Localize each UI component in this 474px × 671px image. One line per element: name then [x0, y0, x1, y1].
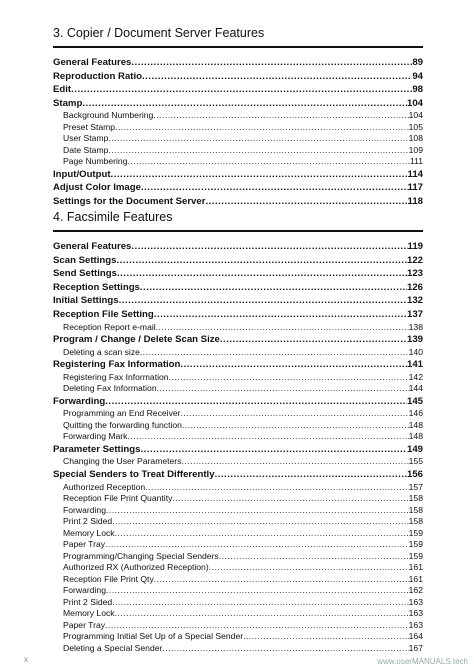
toc-page-number: 142 [408, 371, 423, 382]
dot-leader [131, 56, 412, 70]
toc-entry[interactable] [53, 83, 423, 97]
toc-page-number: 163 [408, 619, 423, 630]
dot-leader [181, 408, 409, 420]
toc-subentry[interactable] [53, 482, 423, 494]
toc-section-copier [53, 26, 423, 209]
toc-page-number: 144 [408, 383, 423, 394]
toc-entry-label: Registering Fax Information [63, 371, 169, 382]
toc-entry-label: Edit [53, 84, 72, 96]
dot-leader [153, 110, 408, 122]
toc-list [53, 240, 423, 654]
dot-leader [243, 631, 409, 643]
toc-entry[interactable] [53, 333, 423, 347]
toc-page-number: 163 [408, 596, 423, 607]
toc-entry-label: Forwarding Mark [63, 431, 128, 442]
toc-subentry[interactable] [53, 408, 423, 420]
dot-leader [157, 383, 409, 395]
toc-subentry[interactable] [53, 372, 423, 384]
toc-entry[interactable] [53, 195, 423, 209]
toc-page-number: 155 [408, 456, 423, 467]
toc-page-number: 161 [408, 573, 423, 584]
toc-page-number: 158 [408, 516, 423, 527]
toc-page-number: 164 [408, 631, 423, 642]
dot-leader [169, 372, 409, 384]
toc-entry-label: General Features [53, 57, 132, 68]
toc-entry-label: Settings for the Document Server [53, 196, 206, 208]
toc-subentry[interactable] [53, 383, 423, 395]
toc-subentry[interactable] [53, 431, 423, 443]
dot-leader [106, 505, 409, 517]
toc-entry[interactable] [53, 468, 423, 482]
toc-entry-label: Paper Tray [63, 539, 106, 550]
toc-entry[interactable] [53, 56, 423, 70]
toc-section-facsimile [53, 210, 423, 654]
toc-subentry[interactable] [53, 551, 423, 563]
toc-entry-label: Changing the User Parameters [63, 456, 182, 467]
dot-leader [182, 420, 409, 432]
toc-page-number: 157 [408, 481, 423, 492]
watermark: www.userMANUALS.tech [377, 657, 468, 666]
toc-page-number: 148 [408, 431, 423, 442]
dot-leader [162, 643, 408, 655]
dot-leader [140, 443, 407, 457]
toc-subentry[interactable] [53, 574, 423, 586]
toc-subentry[interactable] [53, 122, 423, 134]
toc-page-number: 105 [408, 121, 423, 132]
toc-entry[interactable] [53, 181, 423, 195]
toc-entry-label: Reception File Print Quantity [63, 493, 173, 504]
toc-entry-label: Scan Settings [53, 254, 117, 266]
dot-leader [219, 551, 409, 563]
toc-subentry[interactable] [53, 539, 423, 551]
toc-entry-label: Forwarding [53, 395, 106, 407]
toc-page-number: 122 [406, 254, 423, 266]
dot-leader [154, 574, 409, 586]
toc-subentry[interactable] [53, 145, 423, 157]
toc-entry-label: Date Stamp [63, 144, 109, 155]
toc-subentry[interactable] [53, 156, 423, 168]
toc-entry[interactable] [53, 240, 423, 254]
toc-entry-label: Programming Initial Set Up of a Special Sender [63, 631, 244, 642]
page-corner-mark: x [24, 655, 28, 664]
toc-entry-label: Authorized Reception [63, 481, 146, 492]
toc-entry-label: Send Settings [53, 268, 117, 280]
toc-entry-label: Special Senders to Treat Differently [53, 468, 215, 480]
dot-leader [140, 281, 407, 295]
toc-page-number: 114 [407, 168, 423, 180]
toc-page-number: 104 [408, 110, 423, 121]
toc-page-number: 167 [408, 642, 423, 653]
toc-subentry[interactable] [53, 456, 423, 468]
toc-page-number: 89 [412, 57, 423, 68]
toc-page-number: 132 [406, 295, 423, 307]
dot-leader [82, 97, 407, 111]
toc-subentry[interactable] [53, 608, 423, 620]
dot-leader [131, 240, 407, 254]
toc-entry-label: Stamp [53, 97, 83, 109]
toc-page-number: 148 [408, 419, 423, 430]
dot-leader [115, 122, 409, 134]
toc-entry-label: Deleting Fax Information [63, 383, 157, 394]
toc-entry-label: Reception Settings [53, 281, 140, 293]
toc-page-number: 163 [408, 608, 423, 619]
toc-entry-label: Print 2 Sided [63, 516, 113, 527]
toc-page-number: 159 [408, 550, 423, 561]
toc-page-number: 111 [409, 156, 423, 167]
toc-subentry[interactable] [53, 110, 423, 122]
toc-page-number: 145 [406, 395, 423, 407]
toc-page-number: 123 [406, 268, 423, 280]
dot-leader [105, 620, 409, 632]
dot-leader [105, 395, 407, 409]
dot-leader [116, 254, 407, 268]
dot-leader [220, 333, 407, 347]
toc-entry-label: Deleting a Special Sender [63, 642, 163, 653]
toc-entry-label: Memory Lock [63, 608, 115, 619]
dot-leader [108, 145, 408, 157]
toc-subentry[interactable] [53, 420, 423, 432]
toc-entry-label: Program / Change / Delete Scan Size [53, 334, 220, 346]
toc-page-number: 158 [408, 504, 423, 515]
toc-entry-label: Forwarding [63, 504, 106, 515]
dot-leader [115, 608, 409, 620]
toc-entry[interactable] [53, 254, 423, 268]
toc-entry-label: Background Numbering [63, 110, 154, 121]
toc-page-number: 118 [407, 196, 423, 208]
toc-page-number: 117 [407, 182, 423, 194]
toc-entry-label: Preset Stamp [63, 121, 116, 132]
toc-entry-label: Quitting the forwarding function [63, 419, 182, 430]
toc-entry-label: Programming an End Receiver [63, 408, 181, 419]
toc-subentry[interactable] [53, 620, 423, 632]
toc-entry[interactable] [53, 358, 423, 372]
dot-leader [140, 347, 409, 359]
toc-subentry[interactable] [53, 631, 423, 643]
toc-page-number: 139 [406, 334, 423, 346]
dot-leader [181, 456, 408, 468]
toc-entry[interactable] [53, 97, 423, 111]
toc-page-number: 159 [408, 539, 423, 550]
toc-entry-label: Registering Fax Information [53, 359, 181, 371]
dot-leader [112, 516, 408, 528]
toc-subentry[interactable] [53, 493, 423, 505]
toc-page-number: 109 [408, 144, 423, 155]
dot-leader [145, 482, 408, 494]
toc-entry-label: Initial Settings [53, 295, 119, 307]
toc-subentry[interactable] [53, 133, 423, 145]
toc-entry[interactable] [53, 308, 423, 322]
toc-entry-label: Reception File Print Qty [63, 573, 154, 584]
dot-leader [128, 156, 410, 168]
toc-subentry[interactable] [53, 562, 423, 574]
dot-leader [209, 562, 409, 574]
toc-entry-label: Forwarding [63, 585, 106, 596]
toc-entry[interactable] [53, 267, 423, 281]
toc-page-number: 138 [408, 321, 423, 332]
dot-leader [112, 597, 408, 609]
dot-leader [105, 539, 409, 551]
dot-leader [106, 585, 409, 597]
toc-list [53, 56, 423, 209]
toc-entry[interactable] [53, 395, 423, 409]
toc-page-number: 137 [406, 308, 423, 320]
toc-entry[interactable] [53, 294, 423, 308]
toc-subentry[interactable] [53, 585, 423, 597]
dot-leader [119, 294, 407, 308]
toc-page-number: 159 [408, 527, 423, 538]
toc-entry-label: Reception Report e-mail [63, 321, 156, 332]
dot-leader [108, 133, 408, 145]
toc-entry-label: Input/Output [53, 168, 111, 180]
dot-leader [156, 322, 409, 334]
toc-subentry[interactable] [53, 528, 423, 540]
toc-page-number: 149 [406, 443, 423, 455]
toc-page-number: 140 [408, 346, 423, 357]
dot-leader [154, 308, 407, 322]
toc-entry-label: Paper Tray [63, 619, 106, 630]
toc-entry[interactable] [53, 70, 423, 84]
toc-page-number: 126 [406, 281, 423, 293]
toc-page-number: 141 [406, 359, 423, 371]
toc-entry-label: User Stamp [63, 133, 109, 144]
toc-entry-label: Reproduction Ratio [53, 70, 143, 82]
toc-page-number: 156 [406, 468, 423, 480]
dot-leader [71, 83, 412, 97]
toc-subentry[interactable] [53, 643, 423, 655]
toc-entry-label: Print 2 Sided [63, 596, 113, 607]
toc-subentry[interactable] [53, 516, 423, 528]
toc-entry-label: Adjust Color Image [53, 182, 141, 194]
dot-leader [172, 493, 408, 505]
toc-entry[interactable] [53, 443, 423, 457]
toc-entry-label: Memory Lock [63, 527, 115, 538]
toc-entry[interactable] [53, 168, 423, 182]
toc-entry-label: Deleting a scan size [63, 346, 140, 357]
dot-leader [205, 195, 407, 209]
toc-entry-label: Reception File Setting [53, 308, 154, 320]
toc-entry-label: Programming/Changing Special Senders [63, 550, 219, 561]
toc-subentry[interactable] [53, 347, 423, 359]
toc-page-number: 108 [408, 133, 423, 144]
section-title: 4. Facsimile Features [53, 210, 423, 232]
toc-subentry[interactable] [53, 597, 423, 609]
dot-leader [141, 181, 408, 195]
toc-page-number: 161 [408, 562, 423, 573]
toc-page-number: 98 [412, 84, 423, 96]
dot-leader [142, 70, 412, 84]
toc-entry-label: General Features [53, 241, 132, 252]
dot-leader [215, 468, 407, 482]
toc-page-number: 104 [406, 97, 423, 109]
toc-page-number: 119 [407, 241, 423, 252]
dot-leader [115, 528, 409, 540]
toc-subentry[interactable] [53, 505, 423, 517]
toc-page-number: 146 [408, 408, 423, 419]
toc-entry-label: Page Numbering [63, 156, 128, 167]
toc-entry-label: Parameter Settings [53, 443, 141, 455]
toc-subentry[interactable] [53, 322, 423, 334]
toc-page-number: 94 [412, 70, 423, 82]
toc-entry-label: Authorized RX (Authorized Reception) [63, 562, 209, 573]
dot-leader [127, 431, 408, 443]
toc-page-number: 158 [408, 493, 423, 504]
toc-entry[interactable] [53, 281, 423, 295]
dot-leader [117, 267, 407, 281]
toc-page-number: 162 [408, 585, 423, 596]
section-title: 3. Copier / Document Server Features [53, 26, 423, 48]
dot-leader [111, 168, 408, 182]
dot-leader [180, 358, 407, 372]
